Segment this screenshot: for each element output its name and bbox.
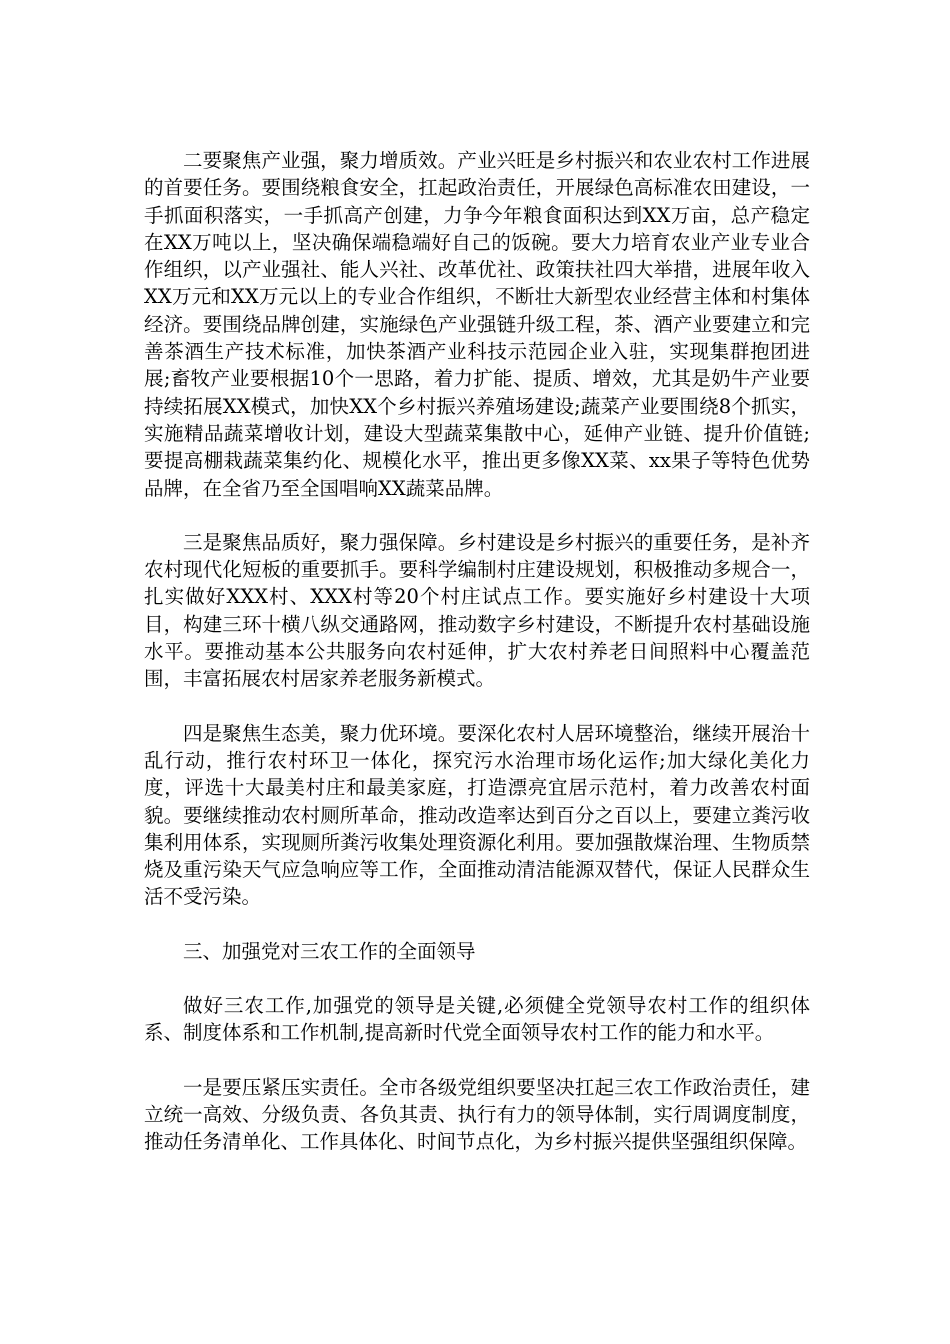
paragraph-quality: 三是聚焦品质好，聚力强保障。乡村建设是乡村振兴的重要任务，是补齐农村现代化短板的重要抓手。要科学编制村庄建设规划，积极推动多规合一，扎实做好XXX村、XXX村等20个村庄试点工作。要实施好乡村建设十大项目，构建三环十横八纵交通路网，推动数字乡村建设，不断提升农村基础设施水平。要推动基本公共服务向农村延伸，扩大农村养老日间照料中心覆盖范围，丰富拓展农村居家养老服务新模式。 bbox=[144, 530, 810, 691]
paragraph-responsibility: 一是要压紧压实责任。全市各级党组织要坚决扛起三农工作政治责任，建立统一高效、分级负责、各负其责、执行有力的领导体制，实行周调度制度，推动任务清单化、工作具体化、时间节点化，为乡村振兴提供坚强组织保障。 bbox=[144, 1075, 810, 1154]
paragraph-industry: 二要聚焦产业强，聚力增质效。产业兴旺是乡村振兴和农业农村工作进展的首要任务。要围绕粮食安全，扛起政治责任，开展绿色高标准农田建设，一手抓面积落实，一手抓高产创建，力争今年粮食面积达到XX万亩，总产稳定在XX万吨以上，坚决确保端稳端好自己的饭碗。要大力培育农业产业专业合作组织，以产业强社、能人兴社、改革优社、政策扶社四大举措，进展年收入XX万元和XX万元以上的专业合作组织，不断壮大新型农业经营主体和村集体经济。要围绕品牌创建，实施绿色产业强链升级工程，茶、酒产业要建立和完善茶酒生产技术标准，加快茶酒产业科技示范园企业入驻，实现集群抱团进展;畜牧产业要根据10个一思路，着力扩能、提质、增效，尤其是奶牛产业要持续拓展XX模式，加快XX个乡村振兴养殖场建设;蔬菜产业要围绕8个抓实，实施精品蔬菜增收计划，建设大型蔬菜集散中心，延伸产业链、提升价值链;要提高棚栽蔬菜集约化、规模化水平，推出更多像XX菜、xx果子等特色优势品牌，在全省乃至全国唱响XX蔬菜品牌。 bbox=[144, 149, 810, 500]
paragraph-leadership: 做好三农工作,加强党的领导是关键,必须健全党领导农村工作的组织体系、制度体系和工作机制,提高新时代党全面领导农村工作的能力和水平。 bbox=[144, 994, 810, 1045]
paragraph-ecology: 四是聚焦生态美，聚力优环境。要深化农村人居环境整治，继续开展治十乱行动，推行农村环卫一体化，探究污水治理市场化运作;加大绿化美化力度，评选十大最美村庄和最美家庭，打造漂亮宜居示范村，着力改善农村面貌。要继续推动农村厕所革命，推动改造率达到百分之百以上，要建立粪污收集利用体系，实现厕所粪污收集处理资源化利用。要加强散煤治理、生物质禁烧及重污染天气应急响应等工作，全面推动清洁能源双替代，保证人民群众生活不受污染。 bbox=[144, 721, 810, 909]
document-body bbox=[144, 147, 810, 1183]
section-heading: 三、加强党对三农工作的全面领导 bbox=[183, 939, 476, 963]
